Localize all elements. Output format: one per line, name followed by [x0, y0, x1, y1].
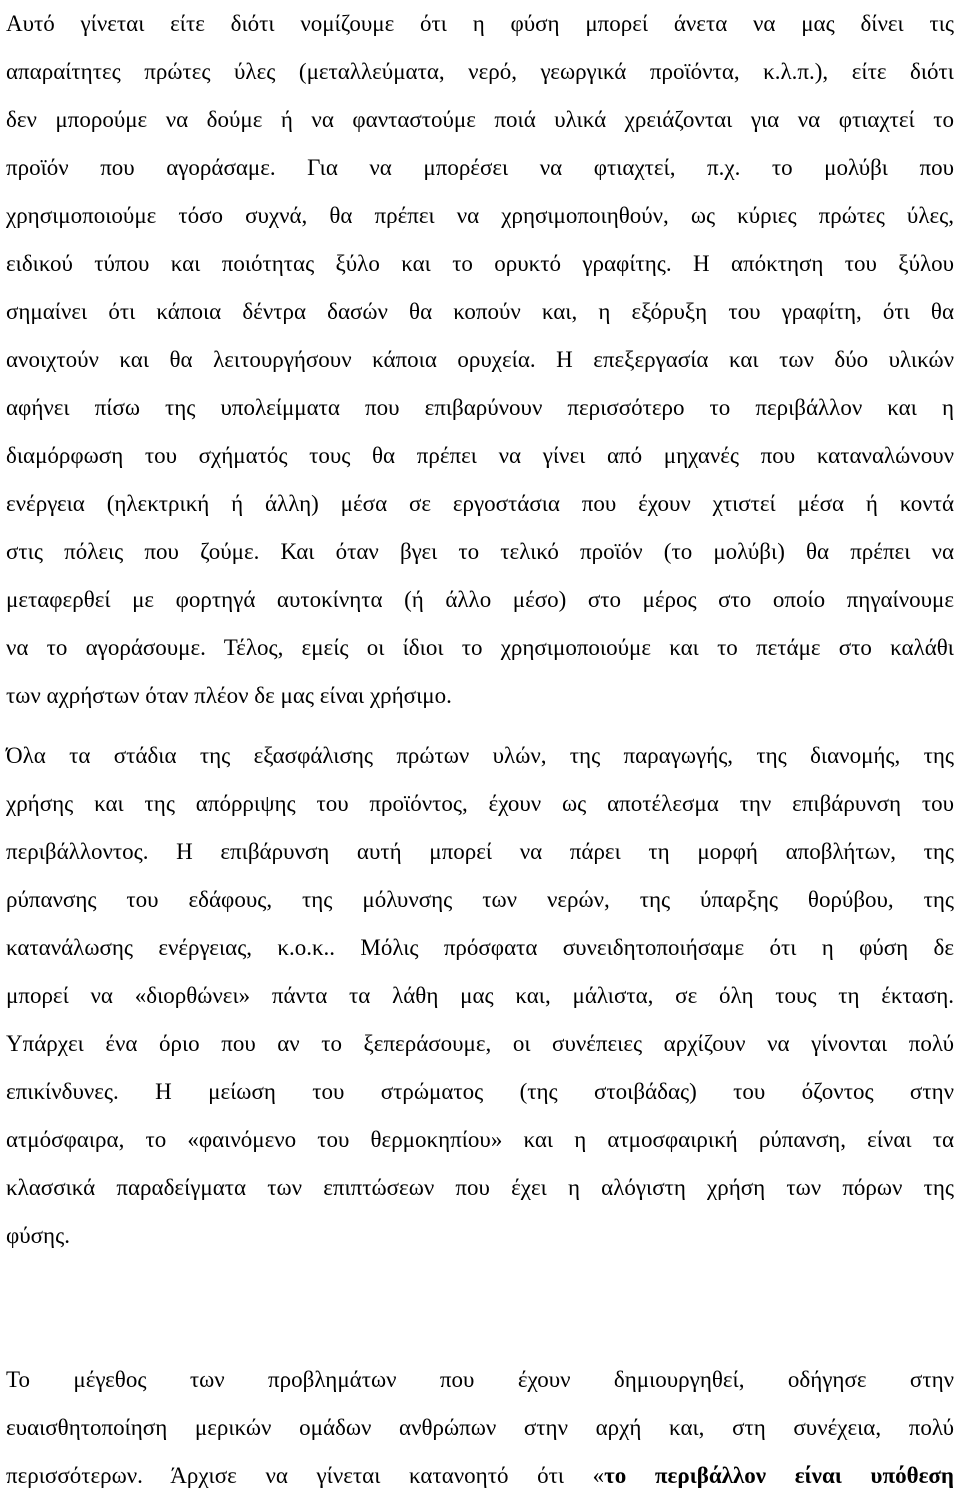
text-line: ρύπανσης του εδάφους, της μόλυνσης των νερών, της ύπαρξης θορύβου, της	[6, 887, 954, 912]
text-line: Αυτό γίνεται είτε διότι νομίζουμε ότι η φύση μπορεί άνετα να μας δίνει τις	[6, 11, 954, 36]
text-line: διαμόρφωση του σχήματός τους θα πρέπει να γίνει από μηχανές που καταναλώνουν	[6, 443, 954, 468]
text-line: ατμόσφαιρα, το «φαινόμενο του θερμοκηπίου» και η ατμοσφαιρική ρύπανση, είναι τα	[6, 1127, 954, 1152]
text-line: αφήνει πίσω της υπολείμματα που επιβαρύνουν περισσότερο το περιβάλλον και η	[6, 395, 954, 420]
text-line: Υπάρχει ένα όριο που αν το ξεπεράσουμε, οι συνέπειες αρχίζουν να γίνονται πολύ	[6, 1031, 954, 1056]
text-line: προϊόν που αγοράσαμε. Για να μπορέσει να φτιαχτεί, π.χ. το μολύβι που	[6, 155, 954, 180]
text-line: ειδικού τύπου και ποιότητας ξύλο και το ορυκτό γραφίτης. Η απόκτηση του ξύλου	[6, 251, 954, 276]
text-line: δεν μπορούμε να δούμε ή να φανταστούμε ποιά υλικά χρειάζονται για να φτιαχτεί το	[6, 107, 954, 132]
text-line: στις πόλεις που ζούμε. Και όταν βγει το τελικό προϊόν (το μολύβι) θα πρέπει να	[6, 539, 954, 564]
text-line: Όλα τα στάδια της εξασφάλισης πρώτων υλών, της παραγωγής, της διανομής, της	[6, 743, 954, 768]
text-line: να το αγοράσουμε. Τέλος, εμείς οι ίδιοι το χρησιμοποιούμε και το πετάμε στο καλάθι	[6, 635, 954, 660]
text-line: φύσης.	[6, 1223, 70, 1248]
text-line: χρήσης και της απόρριψης του προϊόντος, έχουν ως αποτέλεσμα την επιβάρυνση του	[6, 791, 954, 816]
text-line: των αχρήστων όταν πλέον δε μας είναι χρήσιμο.	[6, 683, 452, 708]
text-line: μεταφερθεί με φορτηγά αυτοκίνητα (ή άλλο μέσο) στο μέρος στο οποίο πηγαίνουμε	[6, 587, 954, 612]
text-line	[6, 1452, 954, 1500]
text-line: μπορεί να «διορθώνει» πάντα τα λάθη μας και, μάλιστα, σε όλη τους τη έκταση.	[6, 983, 954, 1008]
text-line: σημαίνει ότι κάποια δέντρα δασών θα κοπούν και, η εξόρυξη του γραφίτη, ότι θα	[6, 299, 954, 324]
text-run: περισσότερων. Άρχισε να γίνεται κατανοητό ότι «	[6, 1463, 605, 1488]
text-line: Το μέγεθος των προβλημάτων που έχουν δημιουργηθεί, οδήγησε στην	[6, 1367, 954, 1392]
text-line: κλασσικά παραδείγματα των επιπτώσεων που έχει η αλόγιστη χρήση των πόρων της	[6, 1175, 954, 1200]
text-line: απαραίτητες πρώτες ύλες (μεταλλεύματα, νερό, γεωργικά προϊόντα, κ.λ.π.), είτε διότι	[6, 59, 954, 84]
text-line: ευαισθητοποίηση μερικών ομάδων ανθρώπων στην αρχή και, στη συνέχεια, πολύ	[6, 1415, 954, 1440]
text-line: περιβάλλοντος. Η επιβάρυνση αυτή μπορεί να πάρει τη μορφή αποβλήτων, της	[6, 839, 954, 864]
text-line: κατανάλωσης ενέργειας, κ.ο.κ.. Μόλις πρόσφατα συνειδητοποιήσαμε ότι η φύση δε	[6, 935, 954, 960]
text-line: χρησιμοποιούμε τόσο συχνά, θα πρέπει να χρησιμοποιηθούν, ως κύριες πρώτες ύλες,	[6, 203, 954, 228]
bold-text-run: το περιβάλλον είναι υπόθεση	[604, 1463, 954, 1488]
text-line: ενέργεια (ηλεκτρική ή άλλη) μέσα σε εργοστάσια που έχουν χτιστεί μέσα ή κοντά	[6, 491, 954, 516]
text-line: ανοιχτούν και θα λειτουργήσουν κάποια ορυχεία. Η επεξεργασία και των δύο υλικών	[6, 347, 954, 372]
text-line: επικίνδυνες. Η μείωση του στρώματος (της στοιβάδας) του όζοντος στην	[6, 1079, 954, 1104]
